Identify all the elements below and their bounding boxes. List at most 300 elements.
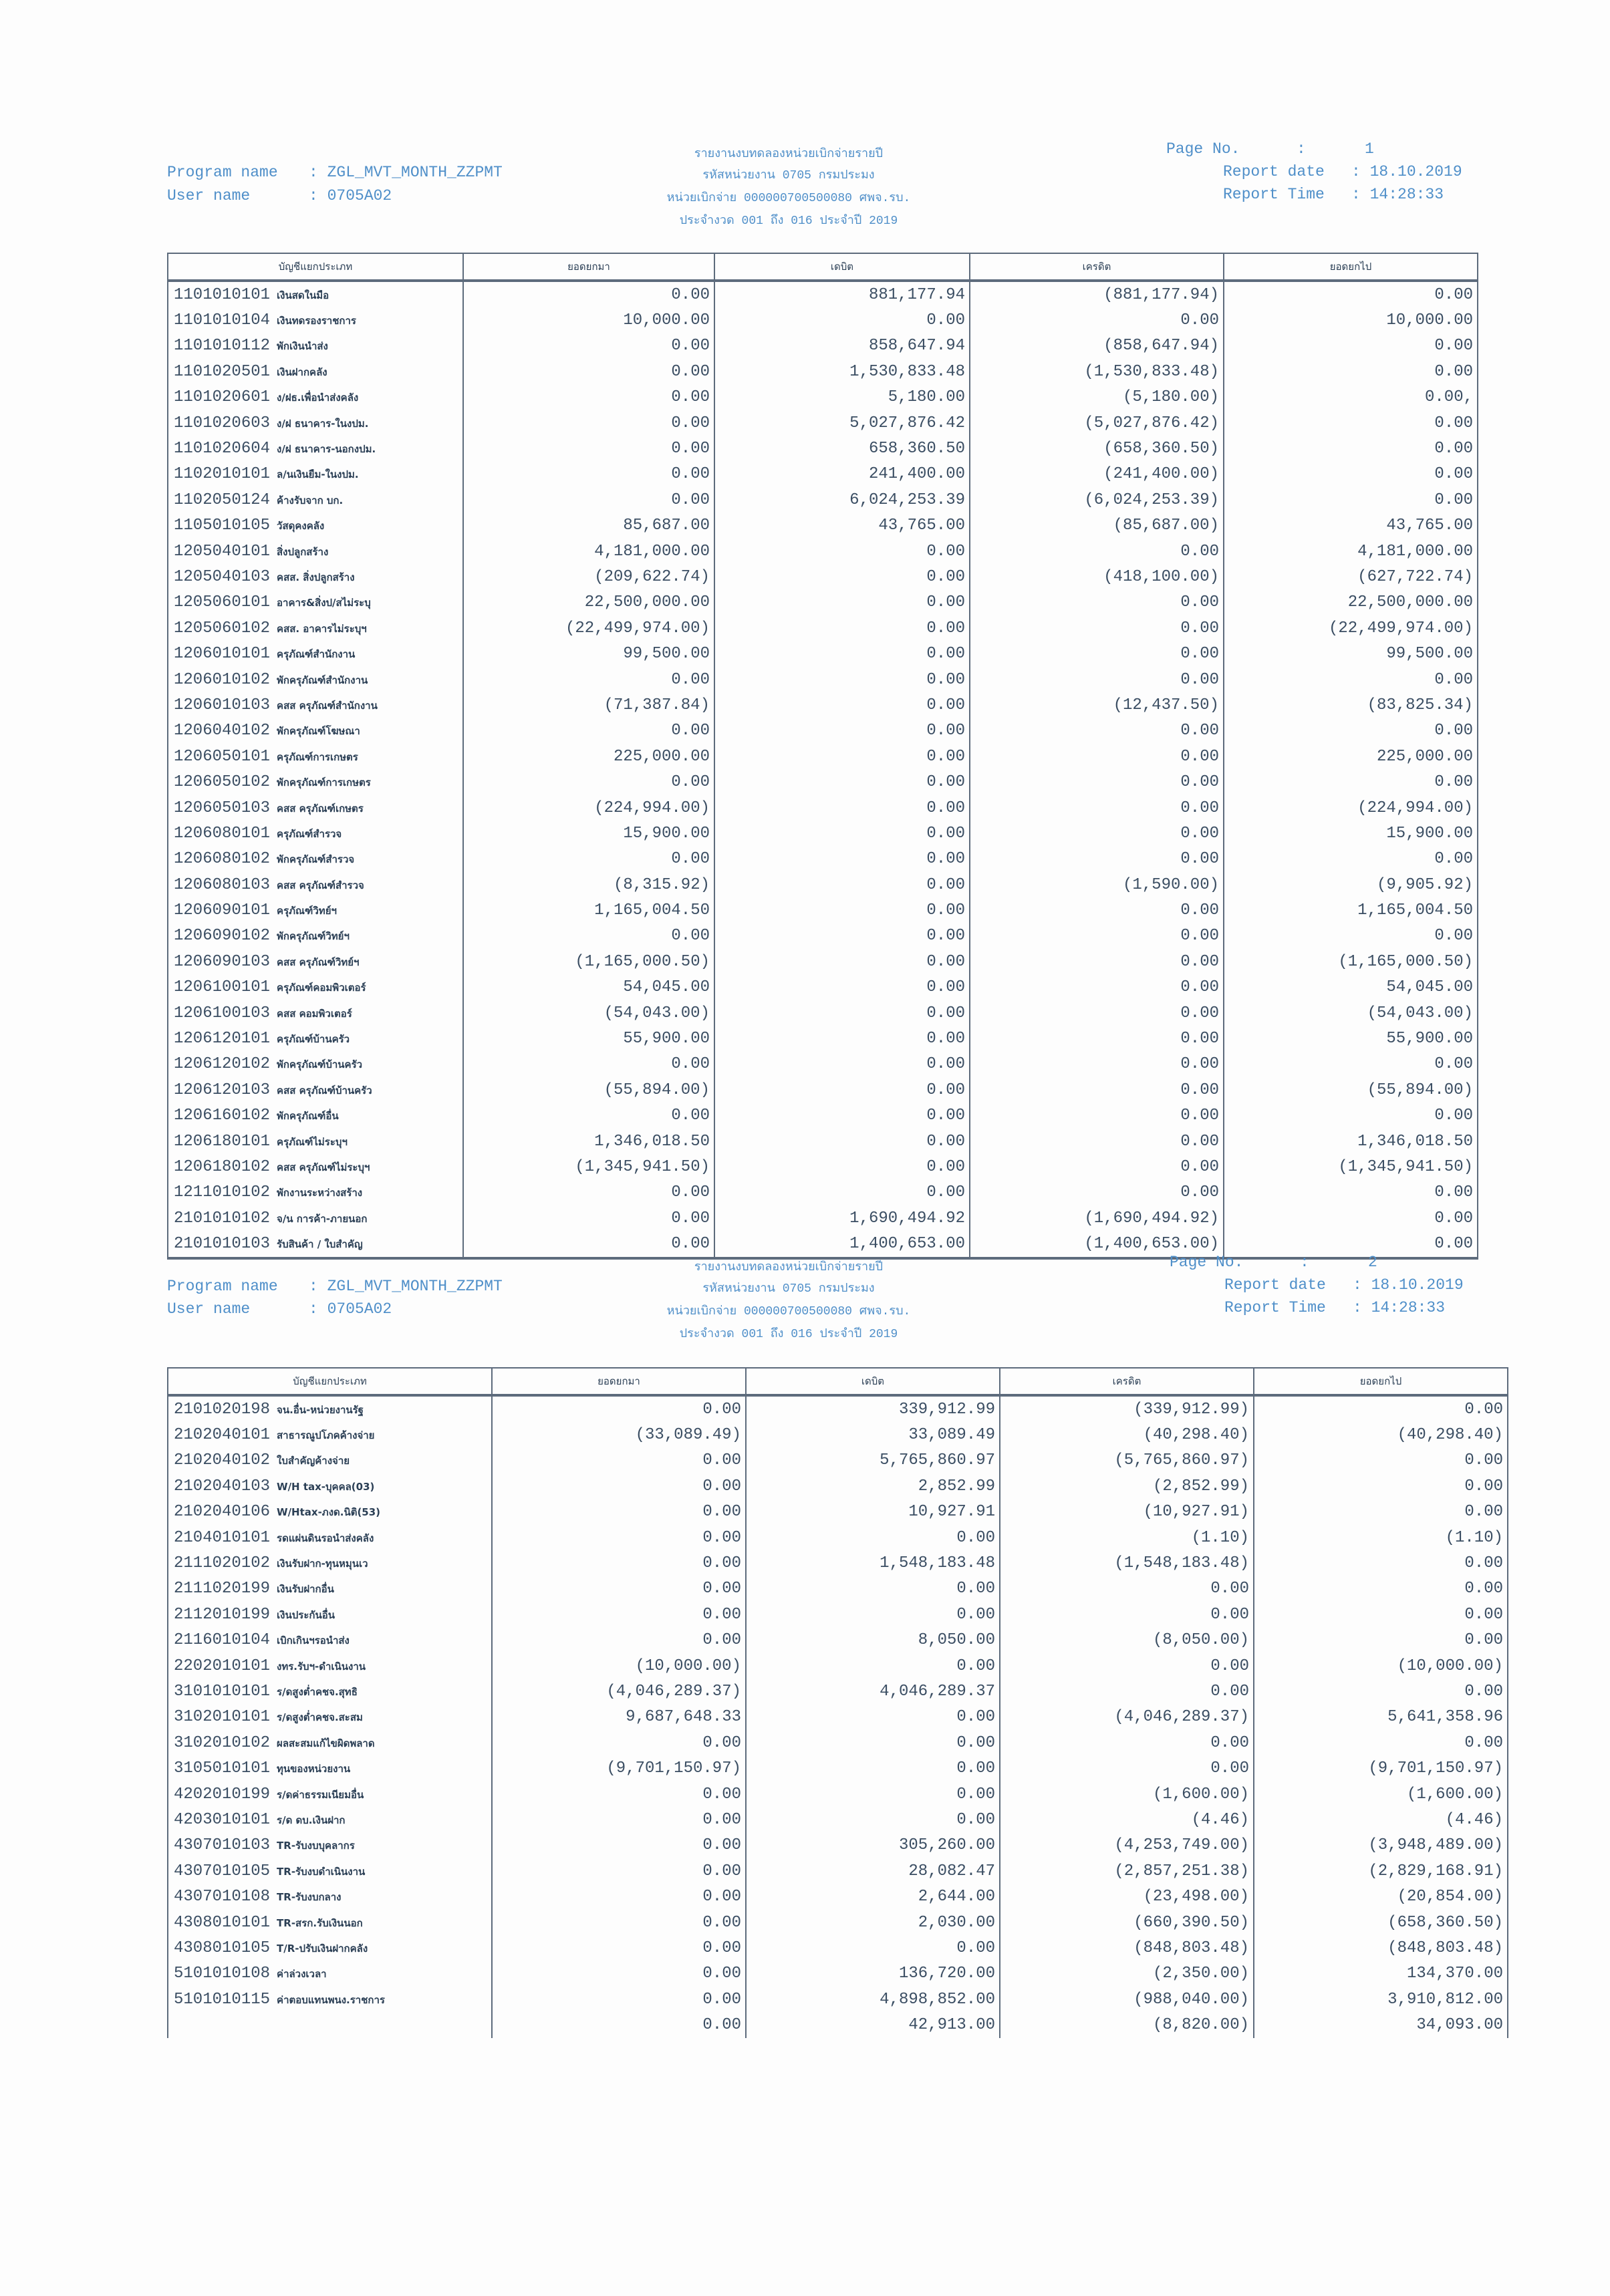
carried-forward-cell: 1,165,004.50: [1224, 897, 1478, 923]
brought-forward-cell: 0.00: [463, 281, 714, 307]
brought-forward-cell: (224,994.00): [463, 795, 714, 821]
credit-cell: (1,400,653.00): [970, 1231, 1224, 1258]
account-cell: [168, 1935, 492, 1961]
credit-cell: (5,765,860.97): [1000, 1448, 1254, 1473]
credit-cell: (1,530,833.48): [970, 359, 1224, 384]
debit-cell: 0.00: [714, 1052, 970, 1077]
credit-cell: 0.00: [970, 847, 1224, 872]
program-name-label: Program name: [167, 1278, 278, 1295]
brought-forward-cell: 10,000.00: [463, 307, 714, 333]
account-cell: [168, 872, 463, 897]
table-row: [168, 1077, 1478, 1103]
credit-cell: 0.00: [1000, 1679, 1254, 1704]
account-name: คสส ครุภัณฑ์สำนักงาน: [277, 699, 378, 712]
trial-balance-table-page-2: [167, 1367, 1508, 2038]
account-cell: [168, 1550, 492, 1576]
credit-cell: (1,548,183.48): [1000, 1550, 1254, 1576]
account-code: 1101010101: [174, 285, 271, 304]
credit-cell: 0.00: [970, 769, 1224, 795]
debit-cell: 0.00: [714, 1129, 970, 1154]
credit-cell: (660,390.50): [1000, 1910, 1254, 1935]
brought-forward-cell: 9,687,648.33: [492, 1705, 746, 1730]
table-row: [168, 821, 1478, 846]
account-code: 2101020198: [174, 1400, 271, 1419]
debit-cell: 4,046,289.37: [746, 1679, 1000, 1704]
debit-cell: 241,400.00: [714, 462, 970, 487]
account-code: 2102040102: [174, 1451, 271, 1470]
account-name: ร/ดสูงต่ำคชจ.สะสม: [277, 1711, 363, 1724]
brought-forward-cell: 15,900.00: [463, 821, 714, 846]
debit-cell: 0.00: [714, 847, 970, 872]
credit-cell: 0.00: [970, 718, 1224, 744]
debit-cell: 0.00: [746, 1525, 1000, 1550]
table-row: [168, 333, 1478, 359]
debit-cell: 5,765,860.97: [746, 1448, 1000, 1473]
account-name: เงินทดรองราชการ: [277, 315, 356, 327]
account-cell: [168, 1026, 463, 1051]
credit-cell: (85,687.00): [970, 513, 1224, 539]
table-row: [168, 1499, 1508, 1525]
table-row: [168, 1781, 1508, 1807]
account-code: 5101010108: [174, 1965, 271, 1983]
credit-cell: 0.00: [970, 923, 1224, 949]
account-name: ร/ดสูงต่ำคชจ.สุทธิ: [277, 1685, 358, 1698]
table-row: [168, 1679, 1508, 1704]
account-name: คสส. สิ่งปลูกสร้าง: [277, 571, 355, 583]
account-name: ล/นเงินยืม-ในงปม.: [277, 468, 359, 481]
debit-cell: 1,400,653.00: [714, 1231, 970, 1258]
carried-forward-cell: 0.00,: [1224, 385, 1478, 410]
carried-forward-cell: (224,994.00): [1224, 795, 1478, 821]
credit-cell: (6,024,253.39): [970, 487, 1224, 513]
table-row: [168, 307, 1478, 333]
table-row: [168, 462, 1478, 487]
col-header-credit: เครดิต: [1000, 1368, 1254, 1395]
account-name: จน.อื่น-หน่วยงานรัฐ: [277, 1403, 364, 1416]
brought-forward-cell: 0.00: [463, 1180, 714, 1205]
table-row: [168, 667, 1478, 692]
carried-forward-cell: 0.00: [1224, 436, 1478, 461]
debit-cell: 43,765.00: [714, 513, 970, 539]
table-row: [168, 1448, 1508, 1473]
debit-cell: 0.00: [714, 1026, 970, 1051]
carried-forward-cell: 10,000.00: [1224, 307, 1478, 333]
account-code: 1105010105: [174, 517, 271, 535]
credit-cell: (23,498.00): [1000, 1884, 1254, 1909]
unit-line: รหัสหน่วยงาน 0705 กรมประมง: [702, 1282, 875, 1296]
carried-forward-cell: 0.00: [1224, 847, 1478, 872]
table-row: [168, 1935, 1508, 1961]
carried-forward-cell: 0.00: [1224, 359, 1478, 384]
col-header-carried-forward: ยอดยกไป: [1254, 1368, 1508, 1395]
account-cell: [168, 1858, 492, 1884]
account-cell: [168, 923, 463, 949]
credit-cell: (1,590.00): [970, 872, 1224, 897]
brought-forward-cell: 0.00: [463, 1205, 714, 1231]
account-name: ผลสะสมแก้ไขผิดพลาด: [277, 1737, 375, 1749]
account-cell: [168, 1987, 492, 2012]
debit-cell: 0.00: [714, 795, 970, 821]
carried-forward-cell: 0.00: [1224, 1180, 1478, 1205]
table-row: [168, 487, 1478, 513]
carried-forward-cell: 225,000.00: [1224, 744, 1478, 769]
table-row: [168, 539, 1478, 564]
account-code: 1206050102: [174, 773, 271, 792]
account-name: W/H tax-บุคคล(03): [277, 1480, 375, 1493]
table-row: [168, 1987, 1508, 2012]
period-line: ประจำงวด 001 ถึง 016 ประจำปี 2019: [679, 1328, 898, 1341]
debit-cell: 0.00: [714, 897, 970, 923]
account-name: คสส ครุภัณฑ์สำรวจ: [277, 879, 364, 891]
account-code: 1206080102: [174, 850, 271, 869]
carried-forward-cell: (83,825.34): [1224, 692, 1478, 718]
credit-cell: (858,647.94): [970, 333, 1224, 359]
account-name: พักครุภัณฑ์สำนักงาน: [277, 674, 368, 686]
account-cell: [168, 1653, 492, 1679]
page-no-label: Page No.: [1170, 1254, 1244, 1271]
account-cell: [168, 307, 463, 333]
brought-forward-cell: 0.00: [492, 1448, 746, 1473]
carried-forward-cell: (1,600.00): [1254, 1781, 1508, 1807]
page-no-label: Page No.: [1166, 140, 1240, 158]
account-cell: [168, 718, 463, 744]
account-cell: [168, 359, 463, 384]
account-cell: [168, 1576, 492, 1602]
user-name-label: User name: [167, 1300, 251, 1318]
account-code: 4307010105: [174, 1862, 271, 1880]
brought-forward-cell: 0.00: [463, 923, 714, 949]
brought-forward-cell: 0.00: [492, 1395, 746, 1422]
carried-forward-cell: 0.00: [1254, 1499, 1508, 1525]
account-name: เบิกเกินฯรอนำส่ง: [277, 1634, 350, 1647]
account-name: สิ่งปลูกสร้าง: [277, 545, 329, 558]
debit-cell: 658,360.50: [714, 436, 970, 461]
account-cell: [168, 1781, 492, 1807]
account-code: 3101010101: [174, 1682, 271, 1701]
account-name: ครุภัณฑ์สำรวจ: [277, 827, 342, 840]
account-code: 1206010102: [174, 670, 271, 689]
brought-forward-cell: 0.00: [463, 487, 714, 513]
brought-forward-cell: 0.00: [463, 1052, 714, 1077]
account-code: 4202010199: [174, 1785, 271, 1804]
brought-forward-cell: 0.00: [463, 359, 714, 384]
carried-forward-cell: 0.00: [1224, 410, 1478, 436]
account-cell: [168, 1052, 463, 1077]
carried-forward-cell: 5,641,358.96: [1254, 1705, 1508, 1730]
brought-forward-cell: 0.00: [492, 1499, 746, 1525]
col-header-brought-forward: ยอดยกมา: [492, 1368, 746, 1395]
brought-forward-cell: 99,500.00: [463, 641, 714, 666]
table-row: [168, 1884, 1508, 1909]
brought-forward-cell: 0.00: [463, 718, 714, 744]
account-cell: [168, 1602, 492, 1627]
debit-cell: 0.00: [714, 821, 970, 846]
account-cell: [168, 333, 463, 359]
carried-forward-cell: (55,894.00): [1224, 1077, 1478, 1103]
credit-cell: 0.00: [970, 1000, 1224, 1026]
account-cell: [168, 1884, 492, 1909]
account-code: 1206120101: [174, 1030, 271, 1048]
table-row: [168, 1730, 1508, 1755]
account-name: เงินสดในมือ: [277, 289, 329, 301]
debit-cell: 0.00: [714, 590, 970, 615]
credit-cell: (5,027,876.42): [970, 410, 1224, 436]
table-row: [168, 949, 1478, 974]
credit-cell: (12,437.50): [970, 692, 1224, 718]
debit-cell: 0.00: [714, 641, 970, 666]
brought-forward-cell: 0.00: [492, 1833, 746, 1858]
brought-forward-cell: 0.00: [463, 385, 714, 410]
table-row: [168, 1755, 1508, 1781]
account-code: 2101010103: [174, 1235, 271, 1254]
account-code: 1211010102: [174, 1183, 271, 1202]
account-code: 1206050101: [174, 747, 271, 766]
credit-cell: (8,820.00): [1000, 2012, 1254, 2037]
credit-cell: 0.00: [970, 641, 1224, 666]
debit-cell: 0.00: [714, 1077, 970, 1103]
table-row: [168, 1000, 1478, 1026]
carried-forward-cell: 0.00: [1224, 281, 1478, 307]
account-name: ครุภัณฑ์ไม่ระบุฯ: [277, 1135, 348, 1148]
carried-forward-cell: (3,948,489.00): [1254, 1833, 1508, 1858]
carried-forward-cell: 0.00: [1254, 1395, 1508, 1422]
debit-cell: 0.00: [714, 307, 970, 333]
credit-cell: 0.00: [970, 949, 1224, 974]
disburse-line: หน่วยเบิกจ่าย 000000700500080 ศพจ.รบ.: [666, 1305, 911, 1318]
carried-forward-cell: 0.00: [1254, 1628, 1508, 1653]
report-time-value: : 14:28:33: [1353, 1299, 1446, 1316]
carried-forward-cell: 0.00: [1224, 1205, 1478, 1231]
report-title: รายงานงบทดลองหน่วยเบิกจ่ายรายปี: [694, 148, 884, 161]
account-code: 1206050103: [174, 799, 271, 817]
account-name: ค่าตอบแทนพนง.ราชการ: [277, 1993, 385, 2006]
brought-forward-cell: 0.00: [463, 1231, 714, 1258]
credit-cell: (1,690,494.92): [970, 1205, 1224, 1231]
credit-cell: 0.00: [1000, 1755, 1254, 1781]
table-row: [168, 1129, 1478, 1154]
account-code: 3105010101: [174, 1759, 271, 1778]
account-code: 1101020603: [174, 414, 271, 432]
account-name: รดแผ่นดินรอนำส่งคลัง: [277, 1532, 374, 1544]
account-name: คสส ครุภัณฑ์วิทย์ฯ: [277, 956, 360, 968]
account-cell: [168, 1231, 463, 1258]
credit-cell: 0.00: [970, 1180, 1224, 1205]
account-code: 1206090103: [174, 952, 271, 971]
report-date-value: : 18.10.2019: [1353, 1276, 1464, 1294]
table-row: [168, 436, 1478, 461]
account-cell: [168, 897, 463, 923]
brought-forward-cell: 0.00: [463, 333, 714, 359]
debit-cell: 0.00: [714, 923, 970, 949]
account-name: ง/ฝธ.เพื่อนำส่งคลัง: [277, 392, 359, 404]
debit-cell: 0.00: [746, 1807, 1000, 1832]
account-cell: [168, 692, 463, 718]
account-code: 1206120102: [174, 1055, 271, 1074]
page-no-value: 2: [1368, 1254, 1377, 1271]
table-row: [168, 872, 1478, 897]
debit-cell: 0.00: [746, 1730, 1000, 1755]
account-code: 1101020604: [174, 440, 271, 458]
brought-forward-cell: (10,000.00): [492, 1653, 746, 1679]
debit-cell: 0.00: [714, 692, 970, 718]
credit-cell: (2,350.00): [1000, 1961, 1254, 1987]
carried-forward-cell: (9,701,150.97): [1254, 1755, 1508, 1781]
col-header-debit: เดบิต: [746, 1368, 1000, 1395]
carried-forward-cell: (9,905.92): [1224, 872, 1478, 897]
table-row: [168, 975, 1478, 1000]
debit-cell: 339,912.99: [746, 1395, 1000, 1422]
credit-cell: (339,912.99): [1000, 1395, 1254, 1422]
debit-cell: 0.00: [714, 1103, 970, 1129]
carried-forward-cell: (658,360.50): [1254, 1910, 1508, 1935]
account-code: 1206180102: [174, 1157, 271, 1176]
table-row: [168, 923, 1478, 949]
credit-cell: 0.00: [970, 667, 1224, 692]
account-code: 1206080103: [174, 875, 271, 894]
account-code: 2104010101: [174, 1528, 271, 1547]
account-code: 2101010102: [174, 1209, 271, 1228]
debit-cell: 0.00: [714, 1154, 970, 1179]
col-header-credit: เครดิต: [970, 253, 1224, 281]
account-cell: [168, 1448, 492, 1473]
account-name: ครุภัณฑ์บ้านครัว: [277, 1033, 350, 1046]
carried-forward-cell: (22,499,974.00): [1224, 615, 1478, 641]
debit-cell: 0.00: [714, 1180, 970, 1205]
report-date-value: : 18.10.2019: [1351, 163, 1462, 180]
account-name: พักครุภัณฑ์สำรวจ: [277, 853, 355, 866]
account-cell: [168, 847, 463, 872]
credit-cell: 0.00: [1000, 1602, 1254, 1627]
account-code: 2111020199: [174, 1580, 271, 1598]
debit-cell: 0.00: [714, 744, 970, 769]
account-name: TR-รับงบบุคลากร: [277, 1840, 355, 1852]
brought-forward-cell: (8,315.92): [463, 872, 714, 897]
table-row: [168, 1395, 1508, 1422]
credit-cell: (4,253,749.00): [1000, 1833, 1254, 1858]
brought-forward-cell: 0.00: [463, 1103, 714, 1129]
table-row: [168, 692, 1478, 718]
account-code: 2111020102: [174, 1554, 271, 1573]
account-code: 1206090102: [174, 927, 271, 946]
brought-forward-cell: 225,000.00: [463, 744, 714, 769]
debit-cell: 858,647.94: [714, 333, 970, 359]
brought-forward-cell: 0.00: [463, 667, 714, 692]
credit-cell: 0.00: [970, 975, 1224, 1000]
carried-forward-cell: 0.00: [1224, 1052, 1478, 1077]
credit-cell: (1.10): [1000, 1525, 1254, 1550]
account-cell: [168, 1910, 492, 1935]
brought-forward-cell: 0.00: [492, 1576, 746, 1602]
table-row: [168, 1154, 1478, 1179]
account-code: 3102010102: [174, 1733, 271, 1752]
debit-cell: 33,089.49: [746, 1422, 1000, 1447]
carried-forward-cell: 0.00: [1254, 1448, 1508, 1473]
debit-cell: 42,913.00: [746, 2012, 1000, 2037]
brought-forward-cell: 85,687.00: [463, 513, 714, 539]
credit-cell: 0.00: [970, 795, 1224, 821]
table-row: [168, 1807, 1508, 1832]
debit-cell: 0.00: [746, 1602, 1000, 1627]
carried-forward-cell: 0.00: [1224, 769, 1478, 795]
carried-forward-cell: (10,000.00): [1254, 1653, 1508, 1679]
brought-forward-cell: (33,089.49): [492, 1422, 746, 1447]
report-date-label: Report date: [1224, 1276, 1326, 1294]
account-code: 5101010115: [174, 1990, 271, 2009]
account-cell: [168, 744, 463, 769]
account-cell: [168, 949, 463, 974]
account-name: ครุภัณฑ์การเกษตร: [277, 750, 358, 763]
table-row: [168, 1910, 1508, 1935]
account-cell: [168, 795, 463, 821]
account-name: ร/ด ดบ.เงินฝาก: [277, 1814, 346, 1826]
account-cell: [168, 1395, 492, 1422]
account-cell: [168, 1205, 463, 1231]
table-header-row: [168, 253, 1478, 281]
table-row: [168, 1858, 1508, 1884]
account-code: 4307010103: [174, 1836, 271, 1855]
account-code: 2102040103: [174, 1477, 271, 1495]
brought-forward-cell: 0.00: [492, 1730, 746, 1755]
report-time-label: Report Time: [1224, 1299, 1326, 1316]
debit-cell: 0.00: [714, 718, 970, 744]
brought-forward-cell: 55,900.00: [463, 1026, 714, 1051]
debit-cell: 10,927.91: [746, 1499, 1000, 1525]
credit-cell: (5,180.00): [970, 385, 1224, 410]
debit-cell: 0.00: [714, 1000, 970, 1026]
table-row: [168, 1602, 1508, 1627]
account-name: สาธารณูปโภคค้างจ่าย: [277, 1429, 375, 1442]
carried-forward-cell: 0.00: [1254, 1576, 1508, 1602]
brought-forward-cell: 0.00: [492, 1628, 746, 1653]
account-name: เงินรับฝากอื่น: [277, 1583, 334, 1596]
account-name: TR-รับงบดำเนินงาน: [277, 1865, 366, 1878]
carried-forward-cell: 0.00: [1224, 1103, 1478, 1129]
carried-forward-cell: 0.00: [1224, 667, 1478, 692]
report-time-value: : 14:28:33: [1351, 186, 1444, 203]
debit-cell: 0.00: [746, 1781, 1000, 1807]
brought-forward-cell: 0.00: [463, 462, 714, 487]
account-name: จ/น การค้า-ภายนอก: [277, 1212, 368, 1225]
debit-cell: 8,050.00: [746, 1628, 1000, 1653]
brought-forward-cell: 22,500,000.00: [463, 590, 714, 615]
account-code: 1101010104: [174, 311, 271, 330]
account-cell: [168, 1705, 492, 1730]
debit-cell: 0.00: [746, 1653, 1000, 1679]
brought-forward-cell: 0.00: [492, 1987, 746, 2012]
account-name: พักครุภัณฑ์โฆษณา: [277, 725, 360, 738]
account-name: เงินประกันอื่น: [277, 1608, 335, 1621]
debit-cell: 1,690,494.92: [714, 1205, 970, 1231]
debit-cell: 5,027,876.42: [714, 410, 970, 436]
debit-cell: 2,030.00: [746, 1910, 1000, 1935]
report-time-label: Report Time: [1223, 186, 1325, 203]
carried-forward-cell: 0.00: [1254, 1473, 1508, 1499]
account-cell: [168, 385, 463, 410]
credit-cell: (848,803.48): [1000, 1935, 1254, 1961]
table-row: [168, 1525, 1508, 1550]
account-name: คสส ครุภัณฑ์ไม่ระบุฯ: [277, 1161, 370, 1173]
account-code: 2116010104: [174, 1631, 271, 1650]
table-row: [168, 1422, 1508, 1447]
account-code: 1206080101: [174, 824, 271, 843]
carried-forward-cell: 0.00: [1224, 487, 1478, 513]
brought-forward-cell: 1,165,004.50: [463, 897, 714, 923]
carried-forward-cell: (627,722.74): [1224, 564, 1478, 589]
brought-forward-cell: (55,894.00): [463, 1077, 714, 1103]
account-cell: [168, 1000, 463, 1026]
page-no-sep: :: [1300, 1254, 1309, 1271]
user-name-value: : 0705A02: [309, 187, 392, 204]
